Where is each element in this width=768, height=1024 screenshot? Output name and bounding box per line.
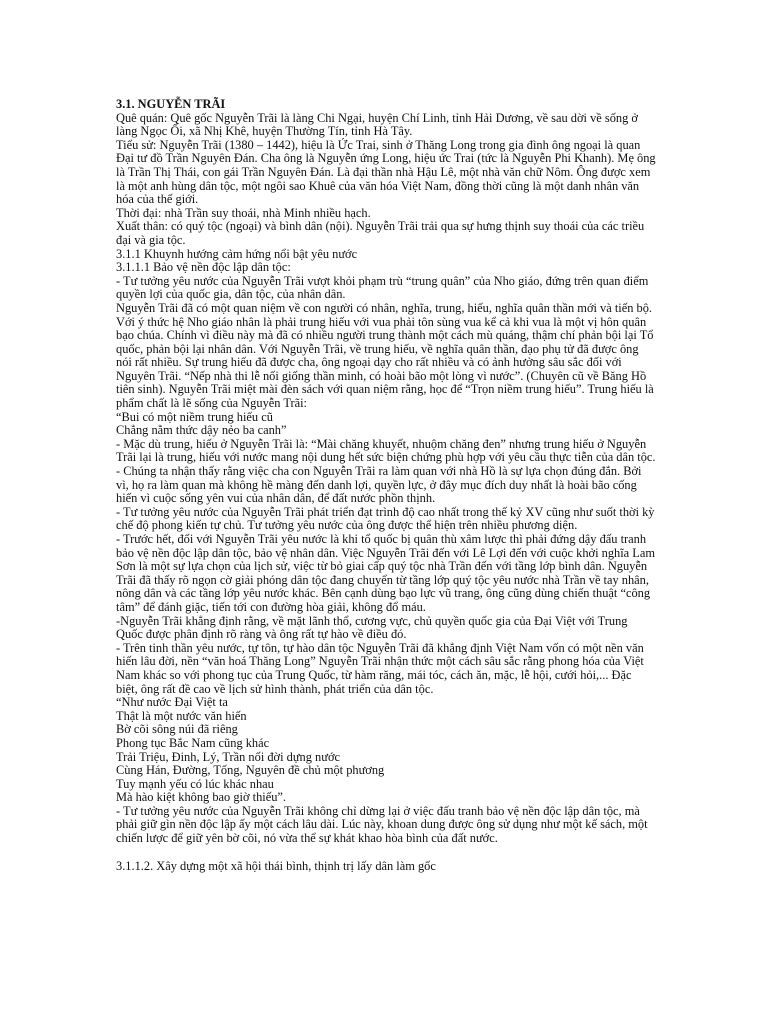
paragraph: -Nguyễn Trãi khẳng định rằng, về mặt lãnh thổ, cương vực, chủ quyền quốc gia của Đại Việt với Trung Quốc được phân định rõ ràng và ông rất tự hào về điều đó.	[116, 613, 628, 642]
paragraph: Nguyễn Trãi đã có một quan niệm về con người có nhân, nghĩa, trung, hiếu, nghĩa quân thần mới và tiến bộ. Với ý thức hệ Nho giáo nhân là phải trung hiếu với vua phải tôn sùng vua kể cả khi vua là một vị hôn quân bạo chúa. Chính vì điều này mà đã có nhiều người trung thành một cách mù quáng, thậm chí phản bội lại Tổ quốc, phản bội lại nhân dân. Với Nguyễn Trãi, về trung hiếu, về nghĩa quân thần, đạo phụ tử đã được ông nói rất nhiều. Sự trung hiếu đã được cha, ông ngoại dạy cho rất nhiều và có ảnh hưởng sâu sắc đối với Nguyên Trãi. “Nếp nhà thi lễ nối giống thần minh, có hoài bão một lòng vì nước”. (Chuyên cũ về Băng Hồ tiên sinh). Nguyễn Trãi miệt mài đèn sách với quan niệm rằng, học để “Trọn niềm trung hiếu”. Trung hiếu là phẩm chất là lẽ sống của Nguyễn Trãi:	[116, 300, 654, 411]
paragraph: “Bui có một niềm trung hiếu cũ	[116, 409, 273, 424]
paragraph: 3.1.1.1 Bảo vệ nền độc lập dân tộc:	[116, 260, 291, 275]
paragraph: - Tư tưởng yêu nước của Nguyễn Trãi không chỉ dừng lại ở việc đấu tranh bảo vệ nền độc lập dân tộc, mà phải giữ gìn nền độc lập ấy một cách lâu dài. Lúc này, khoan dung được ông sử dụng như một kế sách, một chiến lược để giữ yên bờ cõi, nó vừa thể sự khát khao hòa bình của đất nước.	[116, 803, 648, 846]
paragraph: Tiểu sử: Nguyễn Trãi (1380 – 1442), hiệu là Ức Trai, sinh ở Thăng Long trong gia đình ông ngoại là quan Đại tư đồ Trần Nguyên Đán. Cha ông là Nguyễn ứng Long, hiệu ức Trai (tức là Nguyễn Phi Khanh). Mẹ ông là Trần Thị Thái, con gái Trần Nguyên Đán. Là đại thần nhà Hậu Lê, một nhà văn chữ Nôm. Ông được xem là một anh hùng dân tộc, một ngôi sao Khuê của văn hóa Việt Nam, đồng thời cũng là một danh nhân văn hóa của thế giới.	[116, 137, 656, 207]
paragraph: Cùng Hán, Đường, Tống, Nguyên đề chủ một phương	[116, 763, 385, 778]
paragraph: “Như nước Đại Việt ta	[116, 695, 228, 710]
paragraph: 3.1.1.2. Xây dựng một xã hội thái bình, thịnh trị lấy dân làm gốc	[116, 858, 436, 873]
document-body	[116, 112, 656, 874]
paragraph: - Mặc dù trung, hiếu ở Nguyễn Trãi là: “Mài chăng khuyết, nhuộm chăng đen” nhưng trung hiếu ở Nguyễn Trãi lại là trung, hiếu với nước mang nội dung hết sức biện chứng phù hợp với yêu cầu thực tiễn của dân tộc.	[116, 436, 656, 465]
paragraph: Trải Triệu, Đinh, Lý, Trần nối đời dựng nước	[116, 749, 341, 764]
paragraph: Tuy mạnh yếu có lúc khác nhau	[116, 776, 274, 791]
paragraph: Thật là một nước văn hiến	[116, 708, 247, 723]
paragraph: Phong tục Bắc Nam cũng khác	[116, 735, 270, 750]
paragraph: - Tư tưởng yêu nước của Nguyễn Trãi phát triển đạt trình độ cao nhất trong thế kỷ XV cũng như suốt thời kỳ chế độ phong kiến tự chủ. Tư tưởng yêu nước của ông được thể hiện trên nhiều phương diện.	[116, 504, 655, 533]
document-page	[116, 98, 656, 873]
paragraph: Quê quán: Quê gốc Nguyễn Trãi là làng Chi Ngại, huyện Chí Linh, tỉnh Hải Dương, về sau dời về sống ở làng Ngọc Ổi, xã Nhị Khê, huyện Thường Tín, tỉnh Hà Tây.	[116, 110, 638, 139]
paragraph: Chẳng nằm thức dậy nẻo ba canh”	[116, 423, 287, 438]
paragraph: - Trên tinh thần yêu nước, tự tôn, tự hào dân tộc Nguyễn Trãi đã khẳng định Việt Nam vốn có một nền văn hiến lâu đời, nền “văn hoá Thăng Long” Nguyễn Trãi nhận thức một cách sâu sắc rằng phong hóa của Việt Nam khác so với phong tục của Trung Quốc, từ hàm răng, mái tóc, cách ăn, mặc, lễ hội, cưới hỏi,... Đặc biệt, ông rất đề cao về lịch sử hình thành, phát triển của dân tộc.	[116, 640, 644, 696]
paragraph: 3.1.1 Khuynh hướng cảm hứng nổi bật yêu nước	[116, 246, 358, 261]
paragraph: - Trước hết, đối với Nguyễn Trãi yêu nước là khi tổ quốc bị quân thù xâm lược thì phải đứng dậy đấu tranh bảo vệ nền độc lập dân tộc, bảo vệ nhân dân. Việc Nguyễn Trãi đến với Lê Lợi đến với cuộc khởi nghĩa Lam Sơn là một sự lựa chọn của lịch sử, việc từ bỏ giai cấp quý tộc nhà Trần đến với tầng lớp bình dân. Nguyễn Trãi đã thấy rõ ngọn cờ giải phóng dân tộc đang chuyển từ tầng lớp quý tộc yêu nước nhà Trần về tay nhân, nông dân và các tầng lớp yêu nước khác. Bên cạnh dùng bạo lực vũ trang, ông cũng dùng chiến thuật “công tâm” để đánh giặc, tiến tới con đường hòa giải, không đổ máu.	[116, 532, 655, 614]
paragraph: Thời đại: nhà Trần suy thoái, nhà Minh nhiều hạch.	[116, 205, 371, 220]
section-heading: 3.1. NGUYỄN TRÃI	[116, 97, 226, 111]
paragraph: - Tư tưởng yêu nước của Nguyễn Trãi vượt khỏi phạm trù “trung quân” của Nho giáo, đứng trên quan điểm quyền lợi của quốc gia, dân tộc, của nhân dân.	[116, 273, 649, 302]
paragraph: - Chúng ta nhận thấy rằng việc cha con Nguyễn Trãi ra làm quan với nhà Hồ là sự lựa chọn đúng đắn. Bởi vì, họ ra làm quan mà không hề màng đến danh lợi, quyền lực, ở đây mục đích duy nhất là hoài bão cống hiến vì cuộc sống yên vui của nhân dân, để đất nước phồn thịnh.	[116, 464, 642, 506]
paragraph	[116, 846, 656, 860]
paragraph: Bờ cõi sông núi đã riêng	[116, 722, 238, 737]
paragraph: Xuất thân: có quý tộc (ngoại) và bình dân (nội). Nguyễn Trãi trải qua sự hưng thịnh suy thoái của các triều đại và gia tộc.	[116, 219, 645, 247]
paragraph: Mà hào kiệt không bao giờ thiếu”.	[116, 790, 287, 805]
